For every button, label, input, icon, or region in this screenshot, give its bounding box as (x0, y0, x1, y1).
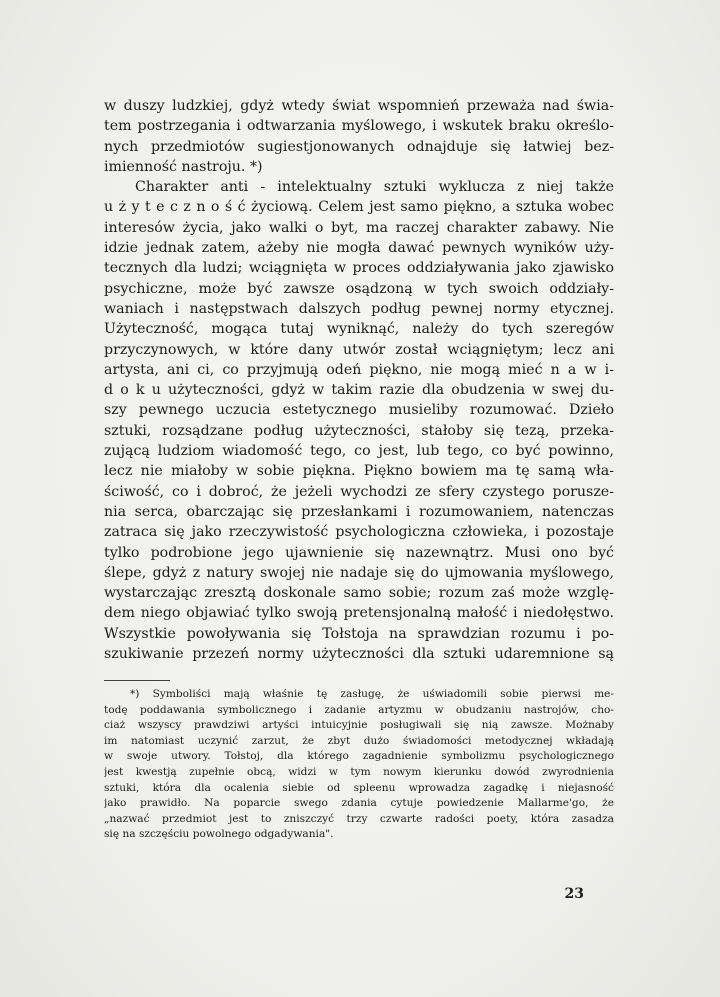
body-line: szukiwanie przezeń normy użyteczności dla sztuki udaremnione są (104, 646, 614, 663)
body-line: tylko podrobione jego ujawnienie się nazewnątrz. Musi ono być (104, 544, 614, 561)
body-line: Wszystkie powoływania się Tołstoja na sprawdzian rozumu i po- (104, 625, 614, 642)
body-line: sztuki, rozsądzane podług użyteczności, stałoby się tezą, przeka- (104, 422, 614, 439)
paragraph-start-line: Charakter anti - intelektualny sztuki wyklucza z niej także (135, 179, 614, 196)
body-line: imienność nastroju. *) (104, 158, 263, 175)
body-line: Użyteczność, mogąca tutaj wyniknąć, należy do tych szeregów (104, 321, 614, 338)
footnote-line: sztuki, która dla ocalenia siebie od spleenu wprowadza zagadkę i niejasność (104, 781, 614, 794)
body-line: psychiczne, może być zawsze osądzoną w tych swoich oddziały- (104, 280, 614, 297)
body-line: wystarczając zresztą doskonale samo sobie; rozum zaś może wzglę- (104, 585, 614, 602)
body-line: w duszy ludzkiej, gdyż wtedy świat wspomnień przeważa nad świa- (104, 98, 614, 114)
body-line: nych przedmiotów sugiestjonowanych odnajduje się łatwiej bez- (104, 138, 614, 155)
body-line: nia serca, obarczając się przesłankami i rozumowaniem, natenczas (104, 503, 614, 520)
footnote (104, 687, 614, 843)
body-line: interesów życia, jako walki o byt, ma raczej charakter zabawy. Nie (104, 219, 614, 236)
footnote-line: todę poddawania symbolicznego i zadanie artyzmu w obudzaniu nastrojów, cho- (104, 703, 614, 716)
body-line: ślepe, gdyż z natury swojej nie nadaje się do ujmowania myślowego, (104, 564, 614, 581)
body-line: zującą ludziom wiadomość tego, co jest, lub tego, co być powinno, (104, 443, 614, 460)
body-line: waniach i następstwach dalszych podług pewnej normy etycznej. (104, 300, 614, 317)
body-line: dem niego objawiać tylko swoją pretensjonalną małość i niedołęstwo. (104, 605, 614, 622)
body-line: d o k u użyteczności, gdyż w takim razie dla obudzenia w swej du- (104, 382, 614, 399)
footnote-line: jako prawidło. Na poparcie swego zdania cytuje powiedzenie Mallarme'go, że (104, 797, 614, 810)
body-line: tecznych dla ludzi; wciągnięta w proces oddziaływania jako zjawisko (104, 260, 614, 277)
footnote-line: „nazwać przedmiot jest to zniszczyć trzy czwarte radości poety, która zasadza (104, 812, 614, 825)
body-line: przyczynowych, w które dany utwór został wciągniętym; lecz ani (104, 341, 614, 358)
body-text (104, 96, 614, 664)
page-number: 23 (564, 886, 584, 902)
body-line: u ż y t e c z n o ś ć życiową. Celem jest samo piękno, a sztuka wobec (104, 199, 614, 216)
footnote-line: jest kwestją zupełnie obcą, widzi w tym nowym kierunku dowód zwyrodnienia (104, 765, 614, 778)
footnote-separator (104, 680, 170, 681)
body-line: zatraca się jako rzeczywistość psychologiczna człowieka, i pozostaje (104, 524, 614, 541)
footnote-line: w swoje utwory. Tołstoj, dla którego zagadnienie symbolizmu psychologicznego (104, 750, 614, 763)
body-line: szy pewnego uczucia estetycznego musieliby rozumować. Dzieło (104, 402, 614, 419)
body-line: artysta, ani ci, co przyjmują odeń piękno, nie mogą mieć n a w i- (104, 361, 614, 378)
body-line: ściwość, co i dobroć, że jeżeli wychodzi ze sfery czystego poruszе- (104, 483, 614, 500)
footnote-line: im natomiast uczynić zarzut, że zbyt dużo świadomości metodycznej wkładają (104, 734, 614, 747)
footnote-line: ciaż wszyscy prawdziwi artyści intuicyjnie posługiwali się nią zawsze. Możnaby (104, 719, 614, 732)
footnote-line: *) Symboliści mają właśnie tę zasługę, że uświadomili sobie pierwsi me- (130, 688, 614, 700)
body-line: idzie jednak zatem, ażeby nie mogła dawać pewnych wyników uży- (104, 240, 614, 257)
footnote-line: się na szczęściu powolnego odgadywania". (104, 828, 334, 841)
body-line: tem postrzegania i odtwarzania myślowego, i wskutek braku określo- (104, 118, 614, 135)
body-line: lecz nie miałoby w sobie piękna. Piękno bowiem ma tę samą wła- (104, 463, 614, 480)
